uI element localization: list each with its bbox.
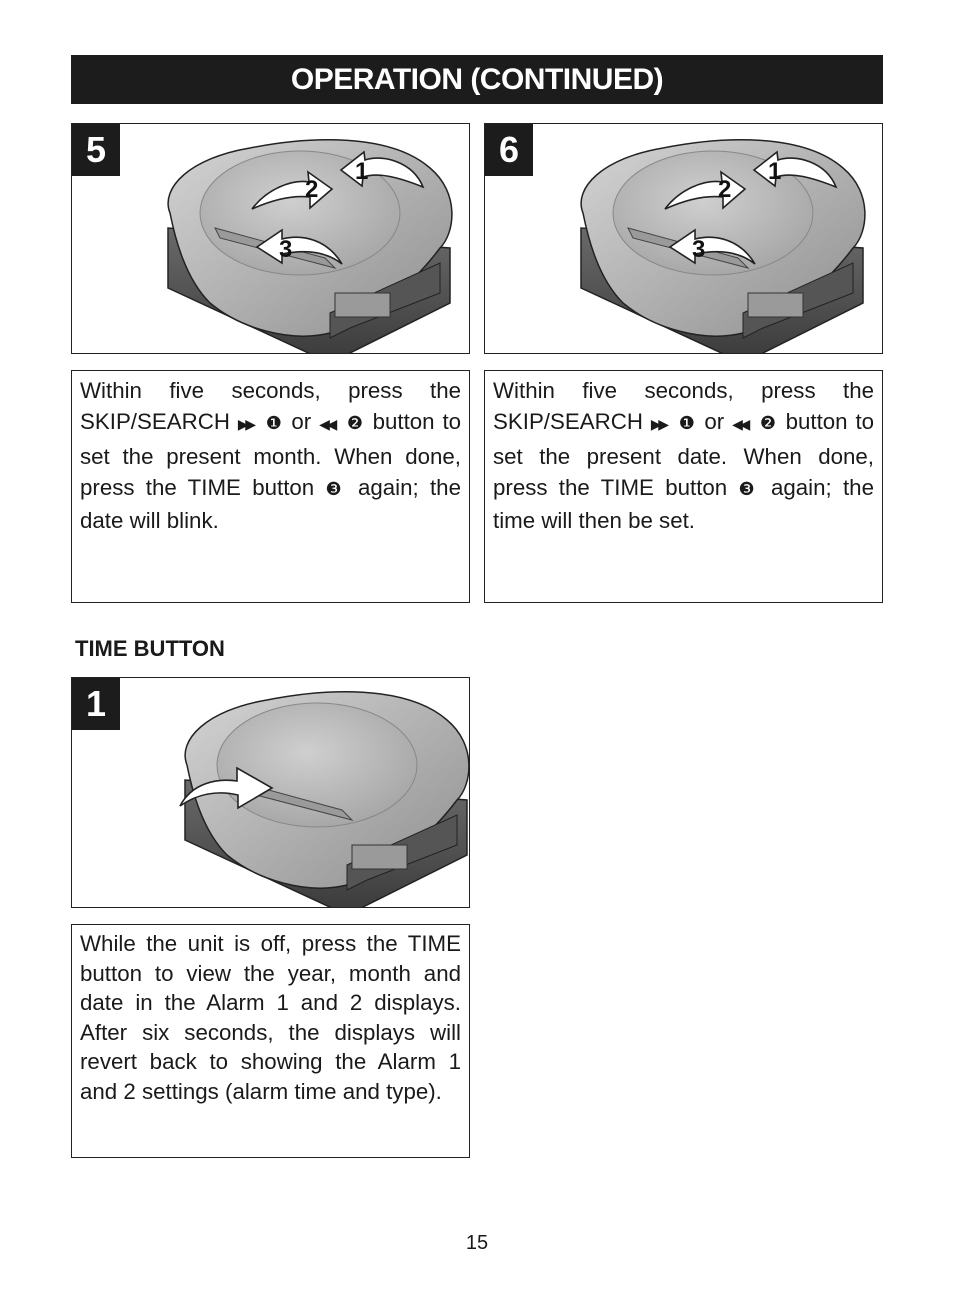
time-button-illustration bbox=[71, 677, 470, 908]
page-number: 15 bbox=[465, 1232, 489, 1254]
button-1-marker: ❶ bbox=[678, 413, 697, 434]
step-5-illustration bbox=[71, 123, 470, 354]
time-button-instructions bbox=[71, 924, 470, 1158]
callout-2: 2 bbox=[718, 176, 732, 203]
skip-forward-icon: ▶▶ bbox=[237, 417, 253, 433]
radio-device-image bbox=[72, 678, 469, 907]
skip-forward-icon: ▶▶ bbox=[650, 417, 666, 433]
skip-back-icon: ◀◀ bbox=[732, 417, 747, 433]
skip-back-icon: ◀◀ bbox=[319, 417, 334, 433]
step-number: 1 bbox=[72, 678, 120, 730]
step-number: 5 bbox=[72, 124, 120, 176]
section-heading: TIME BUTTON bbox=[75, 636, 225, 661]
callout-1: 1 bbox=[355, 158, 369, 185]
radio-device-image bbox=[485, 124, 882, 353]
instruction-text: Within five seconds, press the SKIP/SEARCH ▶▶ ❶ or ◀◀ ❷ button to set the present month. When done, press the TIME button ❸ again; the date will blink. bbox=[80, 378, 462, 533]
step-6-illustration bbox=[484, 123, 883, 354]
step-5-instructions bbox=[71, 370, 470, 603]
step-number: 6 bbox=[485, 124, 533, 176]
radio-device-image bbox=[72, 124, 469, 353]
callout-3: 3 bbox=[279, 236, 293, 263]
callout-2: 2 bbox=[305, 176, 319, 203]
button-2-marker: ❷ bbox=[346, 413, 365, 434]
instruction-text: Within five seconds, press the SKIP/SEARCH ▶▶ ❶ or ◀◀ ❷ button to set the present date. When done, press the TIME button ❸ again; the time will then be set. bbox=[493, 378, 875, 533]
callout-1: 1 bbox=[768, 158, 782, 185]
button-2-marker: ❷ bbox=[759, 413, 778, 434]
button-3-marker: ❸ bbox=[325, 479, 347, 500]
page-header: OPERATION (CONTINUED) bbox=[71, 55, 883, 104]
button-1-marker: ❶ bbox=[265, 413, 284, 434]
step-6-instructions bbox=[484, 370, 883, 603]
instruction-text: While the unit is off, press the TIME button to view the year, month and date in the Alarm 1 and 2 displays. After six seconds, the displays will revert back to showing the Alarm 1 and 2 settings (alarm time and type). bbox=[80, 931, 461, 1104]
callout-3: 3 bbox=[692, 236, 706, 263]
button-3-marker: ❸ bbox=[738, 479, 760, 500]
